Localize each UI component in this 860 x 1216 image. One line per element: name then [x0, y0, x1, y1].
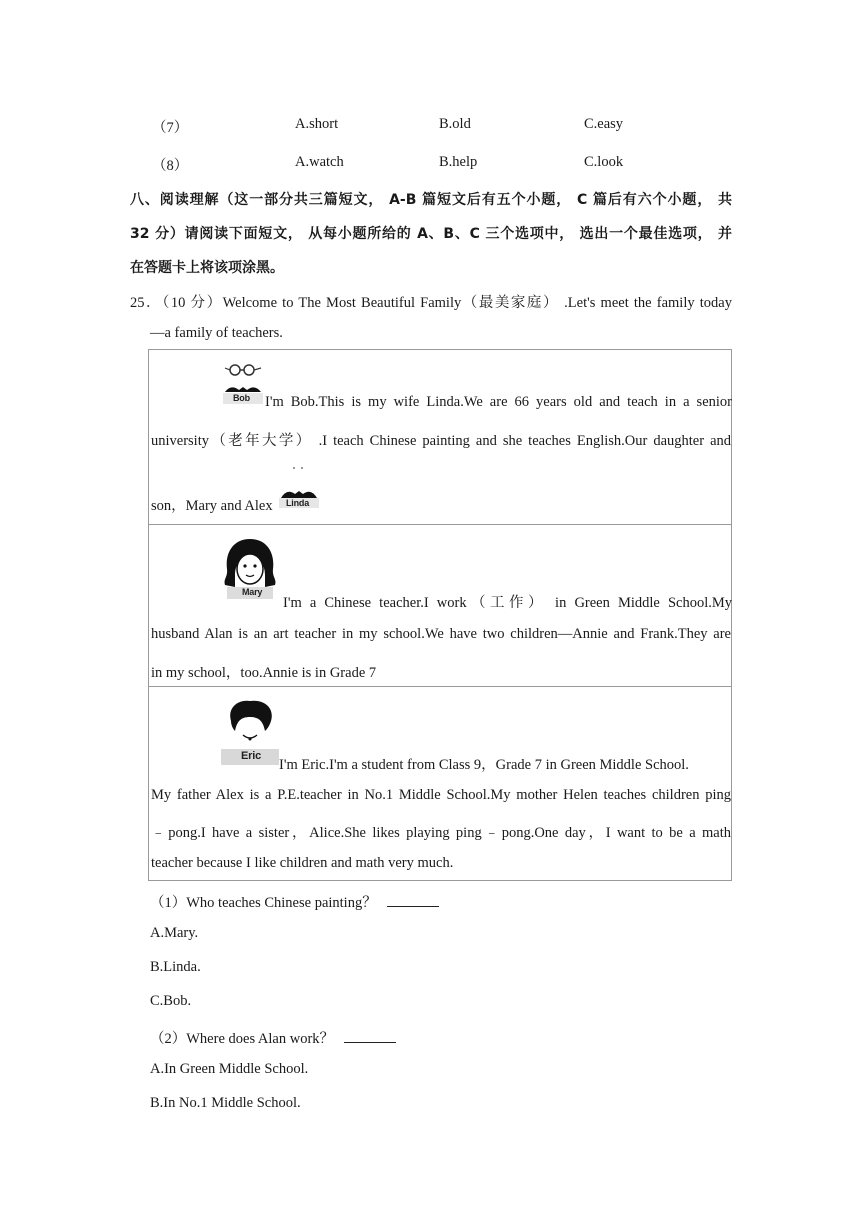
- eric-name-tag: Eric: [241, 750, 261, 762]
- mary-line-2: husband Alan is an art teacher in my school.We have two children—Annie and Frank.They are: [151, 626, 731, 642]
- passage-table: [148, 349, 732, 881]
- answer-blank: [344, 1030, 396, 1043]
- linda-avatar: [277, 462, 321, 508]
- passage-cell-bob: [149, 350, 731, 524]
- section-heading-line-3: 在答题卡上将该项涂黑。: [130, 260, 284, 276]
- question-1-text: （1）Who teaches Chinese painting？: [150, 895, 377, 911]
- mary-line-1: I'm a Chinese teacher.I work（工作） in Green Middle School.My: [283, 595, 732, 611]
- section-heading-line-2: 32 分）请阅读下面短文， 从每小题所给的 A、B、C 三个选项中， 选出一个最佳选项， 并: [130, 226, 732, 242]
- question-2-text: （2）Where does Alan work？: [150, 1031, 335, 1047]
- eric-line-1: I'm Eric.I'm a student from Class 9，Grade 7 in Green Middle School.: [279, 757, 689, 773]
- option-c: C.look: [584, 154, 624, 170]
- question-1-prompt: [150, 891, 439, 912]
- answer-blank: [387, 894, 439, 907]
- option-number: （8）: [152, 158, 189, 174]
- option-number: （7）: [152, 120, 189, 136]
- bob-line-3: son，Mary and Alex: [151, 498, 273, 514]
- question-2-choice-b: B.In No.1 Middle School.: [150, 1095, 301, 1111]
- bob-avatar: [221, 360, 265, 406]
- option-c: C.easy: [584, 116, 624, 132]
- question-1-choice-b: B.Linda.: [150, 959, 201, 975]
- bob-name-tag: Bob: [233, 393, 250, 403]
- eric-line-4: teacher because I like children and math very much.: [151, 855, 454, 871]
- passage-cell-mary: [149, 524, 731, 687]
- section-heading-line-1: 八、阅读理解（这一部分共三篇短文， A-B 篇短文后有五个小题， C 篇后有六个小题， 共: [130, 192, 732, 208]
- eric-line-2: My father Alex is a P.E.teacher in No.1 Middle School.My mother Helen teaches children ping: [151, 787, 731, 803]
- mary-name-tag: Mary: [242, 587, 263, 597]
- mary-avatar: [219, 535, 281, 601]
- question-1-choice-a: A.Mary.: [150, 925, 199, 941]
- option-a: A.short: [295, 116, 339, 132]
- eric-line-3: ﹣pong.I have a sister，Alice.She likes playing ping﹣pong.One day，I want to be a math: [151, 825, 731, 841]
- option-row-8: [150, 154, 750, 174]
- eric-avatar: [219, 695, 281, 767]
- linda-name-tag: Linda: [286, 498, 309, 508]
- bob-line-1: I'm Bob.This is my wife Linda.We are 66 years old and teach in a senior: [265, 394, 732, 410]
- question-2-choice-a: A.In Green Middle School.: [150, 1061, 309, 1077]
- option-b: B.old: [439, 116, 471, 132]
- question-2-prompt: [150, 1027, 396, 1048]
- question-1-choice-c: C.Bob.: [150, 993, 192, 1009]
- question-intro-line-1: 25．（10 分）Welcome to The Most Beautiful Family（最美家庭） .Let's meet the family today: [130, 295, 732, 311]
- bob-line-2: university（老年大学） .I teach Chinese painting and she teaches English.Our daughter and: [151, 433, 731, 449]
- mary-line-3: in my school，too.Annie is in Grade 7: [151, 665, 377, 681]
- passage-cell-eric: [149, 686, 731, 881]
- question-intro-line-2: —a family of teachers.: [150, 325, 283, 341]
- option-b: B.help: [439, 154, 478, 170]
- option-row-7: [150, 116, 750, 136]
- option-a: A.watch: [295, 154, 344, 170]
